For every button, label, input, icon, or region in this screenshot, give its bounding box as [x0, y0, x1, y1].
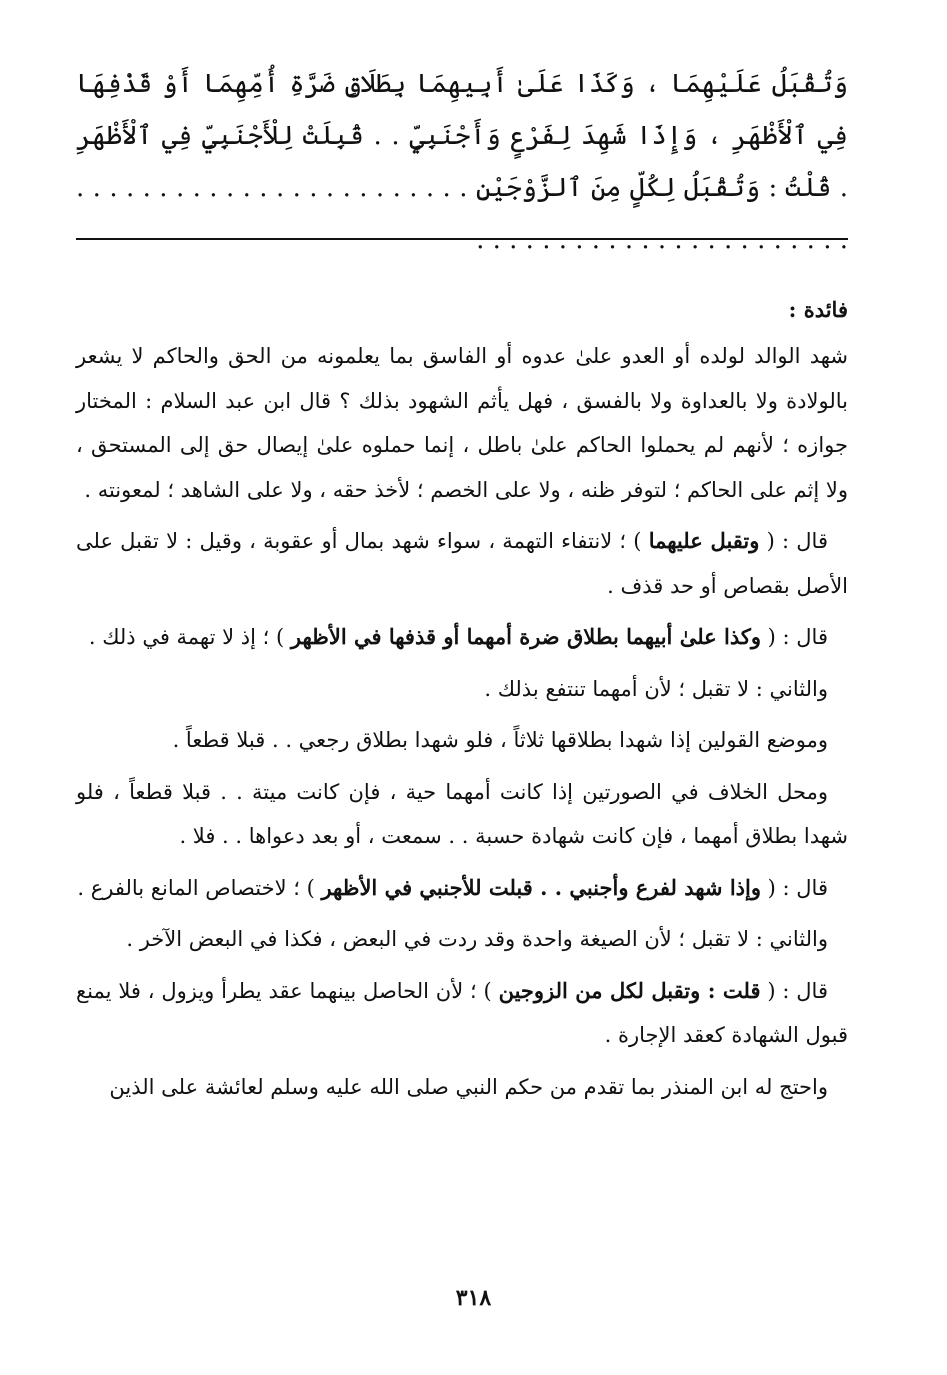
paragraph-6: ومحل الخلاف في الصورتين إذا كانت أمهما حية ، فإن كانت ميتة . . قبلا قطعاً ، فلو شهدا بطلاق أمهما ، فإن كانت شهادة حسبة . . سمعت ، أو بعد دعواها . . فلا .	[76, 779, 848, 848]
page-body	[76, 58, 848, 1099]
paragraph-3	[76, 615, 848, 660]
paragraph-9-post: ) ؛ لأن الحاصل بينهما عقد يطرأ ويزول ، فلا يمنع قبول الشهادة كعقد الإجارة .	[76, 978, 848, 1047]
paragraph-8: والثاني : لا تقبل ؛ لأن الصيغة واحدة وقد ردت في البعض ، فكذا في البعض الآخر .	[126, 927, 828, 951]
paragraph-9-quote: قلت : وتقبل لكل من الزوجين	[498, 977, 761, 1003]
paragraph-2	[76, 519, 848, 608]
paragraph-3-pre: قال : (	[761, 625, 828, 649]
paragraph-7-pre: قال : (	[761, 875, 828, 900]
matn-dots: . . . . . . . . . . . . . . . . . . . . . . . . . . . . . . . . . . . . . . . . . . . . . . .	[76, 173, 848, 255]
paragraph-10: واحتج له ابن المنذر بما تقدم من حكم النبي صلى الله عليه وسلم لعائشة على الذين	[109, 1074, 828, 1099]
paragraph-2-quote: وتقبل عليهما	[648, 528, 760, 553]
paragraph-7-post: ) ؛ لاختصاص المانع بالفرع .	[77, 875, 322, 900]
paragraph-4: والثاني : لا تقبل ؛ لأن أمهما تنتفع بذلك .	[484, 676, 828, 701]
heading-faida: فائدة :	[788, 297, 848, 322]
paragraph-2-post: ) ؛ لانتفاء التهمة ، سواء شهد بمال أو عقوبة ، وقيل : لا تقبل على الأصل بقصاص أو حد قذف .	[76, 529, 848, 598]
paragraph-7-quote: وإذا شهد لفرع وأجنبي . . قبلت للأجنبي في الأظهر	[321, 874, 761, 900]
paragraph-2-pre: قال : (	[759, 529, 828, 553]
commentary	[76, 288, 848, 1116]
matn-verse: وَتُقْبَلُ عَلَيْهِمَا ، وَكَذَا عَلَىٰ أَبِيهِمَا بِطَلَاقِ ضَرَّةِ أُمِّهِمَا أَوْ قَذْفِهَا فِي ٱلْأَظْهَرِ ، وَإِذَا شَهِدَ لِفَرْعٍ وَأَجْنَبِيٍّ . . قُبِلَتْ لِلْأَجْنَبِيِّ فِي ٱلْأَظْهَرِ . قُلْتُ : وَتُقْبَلُ لِكُلٍّ مِنَ ٱلزَّوْجَيْنِ	[76, 69, 848, 203]
paragraph-3-quote: وكذا علىٰ أبيهما بطلاق ضرة أمهما أو قذفها في الأظهر	[290, 624, 761, 649]
paragraph-9	[76, 969, 848, 1058]
page-number: ٣١٨	[455, 1285, 492, 1311]
paragraph-1: شهد الوالد لولده أو العدو علىٰ عدوه أو الفاسق بما يعلمونه من الحق والحاكم لا يشعر بالولادة ولا بالعداوة ولا بالفسق ، فهل يأثم الشهود بذلك ؟ قال ابن عبد السلام : المختار جوازه ؛ لأنهم لم يحملوا الحاكم علىٰ باطل ، إنما حملوه علىٰ إيصال حق إلى المستحق ، ولا إثم على الحاكم ؛ لتوفر ظنه ، ولا على الخصم ؛ لأخذ حقه ، ولا على الشاهد ؛ لمعونته .	[76, 344, 848, 502]
separator-rule	[76, 238, 848, 240]
paragraph-3-post: ) ؛ إذ لا تهمة في ذلك .	[88, 625, 291, 649]
paragraph-7	[76, 866, 848, 911]
matn-text	[76, 58, 848, 255]
paragraph-9-pre: قال : (	[760, 978, 828, 1003]
paragraph-5: وموضع القولين إذا شهدا بطلاقها ثلاثاً ، فلو شهدا بطلاق رجعي . . قبلا قطعاً .	[172, 728, 828, 752]
